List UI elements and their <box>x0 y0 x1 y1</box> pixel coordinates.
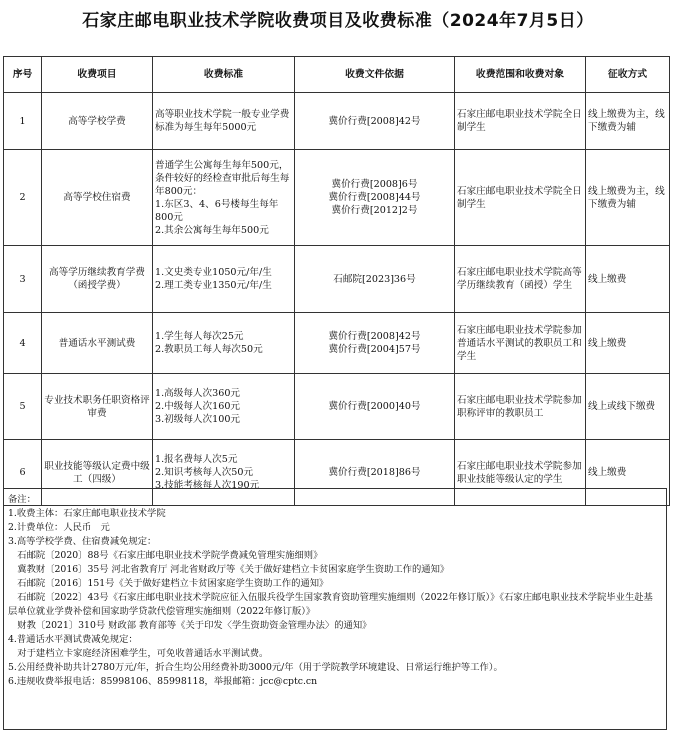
table-row <box>4 374 670 440</box>
row-basis: 石邮院[2023]36号 <box>295 246 455 313</box>
row-scope: 石家庄邮电职业技术学院参加普通话水平测试的教职员工和学生 <box>455 313 586 374</box>
row-scope: 石家庄邮电职业技术学院参加职业技能等级认定的学生 <box>455 440 586 506</box>
page-title: 石家庄邮电职业技术学院收费项目及收费标准（2024年7月5日） <box>82 11 594 31</box>
notes-section <box>3 488 667 730</box>
row-standard: 1.高级每人次360元 2.中级每人次160元 3.初级每人次100元 <box>153 374 295 440</box>
row-item: 普通话水平测试费 <box>42 313 153 374</box>
row-no: 6 <box>4 440 42 506</box>
header-scope: 收费范围和收费对象 <box>455 57 586 93</box>
row-standard: 1.报名费每人次5元 2.知识考核每人次50元 3.技能考核每人次190元 <box>153 440 295 506</box>
row-item: 高等学校住宿费 <box>42 150 153 246</box>
note-item: 3.高等学校学费、住宿费减免规定： <box>8 536 157 547</box>
row-scope: 石家庄邮电职业技术学院高等学历继续教育（函授）学生 <box>455 246 586 313</box>
note-item: 4.普通话水平测试费减免规定： <box>8 634 138 645</box>
row-standard: 普通学生公寓每生每年500元，条件较好的经检查审批后每生每年800元： 1.东区3、4、6号楼每生每年800元 2.其余公寓每生每年500元 <box>153 150 295 246</box>
table-header-row <box>4 57 670 93</box>
header-standard: 收费标准 <box>153 57 295 93</box>
note-item: 石邮院〔2022〕43号《石家庄邮电职业技术学院应征入伍服兵役学生国家教育资助管理实施细则（2022年修订版）》《石家庄邮电职业技术学院毕业生赴基层单位就业学费补偿和国家助学贷款代偿管理实施细则（2022年修订版）》 <box>8 592 653 617</box>
header-basis: 收费文件依据 <box>295 57 455 93</box>
row-standard: 高等职业技术学院一般专业学费标准为每生每年5000元 <box>153 93 295 150</box>
note-item: 财教〔2021〕310号 财政部 教育部等《关于印发〈学生资助资金管理办法〉的通知》 <box>8 620 372 631</box>
table-row <box>4 246 670 313</box>
row-no: 2 <box>4 150 42 246</box>
row-no: 3 <box>4 246 42 313</box>
row-no: 4 <box>4 313 42 374</box>
row-method: 线上或线下缴费 <box>586 374 670 440</box>
header-method: 征收方式 <box>586 57 670 93</box>
row-basis: 冀价行费[2000]40号 <box>295 374 455 440</box>
row-item: 高等学校学费 <box>42 93 153 150</box>
note-item: 2.计费单位：人民币 元 <box>8 522 110 533</box>
row-method: 线上缴费 <box>586 246 670 313</box>
row-no: 1 <box>4 93 42 150</box>
note-item: 1.收费主体：石家庄邮电职业技术学院 <box>8 508 166 519</box>
row-no: 5 <box>4 374 42 440</box>
row-standard: 1.学生每人每次25元 2.教职员工每人每次50元 <box>153 313 295 374</box>
row-item: 专业技术职务任职资格评审费 <box>42 374 153 440</box>
note-item: 石邮院〔2020〕88号《石家庄邮电职业技术学院学费减免管理实施细则》 <box>8 550 323 561</box>
note-item: 对于建档立卡家庭经济困难学生，可免收普通话水平测试费。 <box>8 648 269 659</box>
fee-table <box>3 56 670 506</box>
header-item: 收费项目 <box>42 57 153 93</box>
note-item: 6.违规收费举报电话：85998106、85998118，举报邮箱：jcc@cptc.cn <box>8 676 318 687</box>
row-basis: 冀价行费[2018]86号 <box>295 440 455 506</box>
table-row <box>4 93 670 150</box>
row-basis: 冀价行费[2008]42号 冀价行费[2004]57号 <box>295 313 455 374</box>
note-item: 冀教财〔2016〕35号 河北省教育厅 河北省财政厅等《关于做好建档立卡贫困家庭学生资助工作的通知》 <box>8 564 450 575</box>
table-row <box>4 150 670 246</box>
row-basis: 冀价行费[2008]6号 冀价行费[2008]44号 冀价行费[2012]2号 <box>295 150 455 246</box>
row-item: 高等学历继续教育学费（函授学费） <box>42 246 153 313</box>
row-basis: 冀价行费[2008]42号 <box>295 93 455 150</box>
row-method: 线上缴费为主，线下缴费为辅 <box>586 93 670 150</box>
row-method: 线上缴费 <box>586 440 670 506</box>
table-row <box>4 313 670 374</box>
row-standard: 1.文史类专业1050元/年/生 2.理工类专业1350元/年/生 <box>153 246 295 313</box>
row-item: 职业技能等级认定费中级工（四级） <box>42 440 153 506</box>
row-scope: 石家庄邮电职业技术学院全日制学生 <box>455 150 586 246</box>
row-scope: 石家庄邮电职业技术学院参加职称评审的教职员工 <box>455 374 586 440</box>
note-item: 石邮院〔2016〕151号《关于做好建档立卡贫困家庭学生资助工作的通知》 <box>8 578 329 589</box>
note-item: 5.公用经费补助共计2780万元/年，折合生均公用经费补助3000元/年（用于学院教学环境建设、日常运行维护等工作）。 <box>8 662 503 673</box>
header-no: 序号 <box>4 57 42 93</box>
row-scope: 石家庄邮电职业技术学院全日制学生 <box>455 93 586 150</box>
row-method: 线上缴费 <box>586 313 670 374</box>
notes-heading: 备注： <box>8 494 36 505</box>
row-method: 线上缴费为主，线下缴费为辅 <box>586 150 670 246</box>
